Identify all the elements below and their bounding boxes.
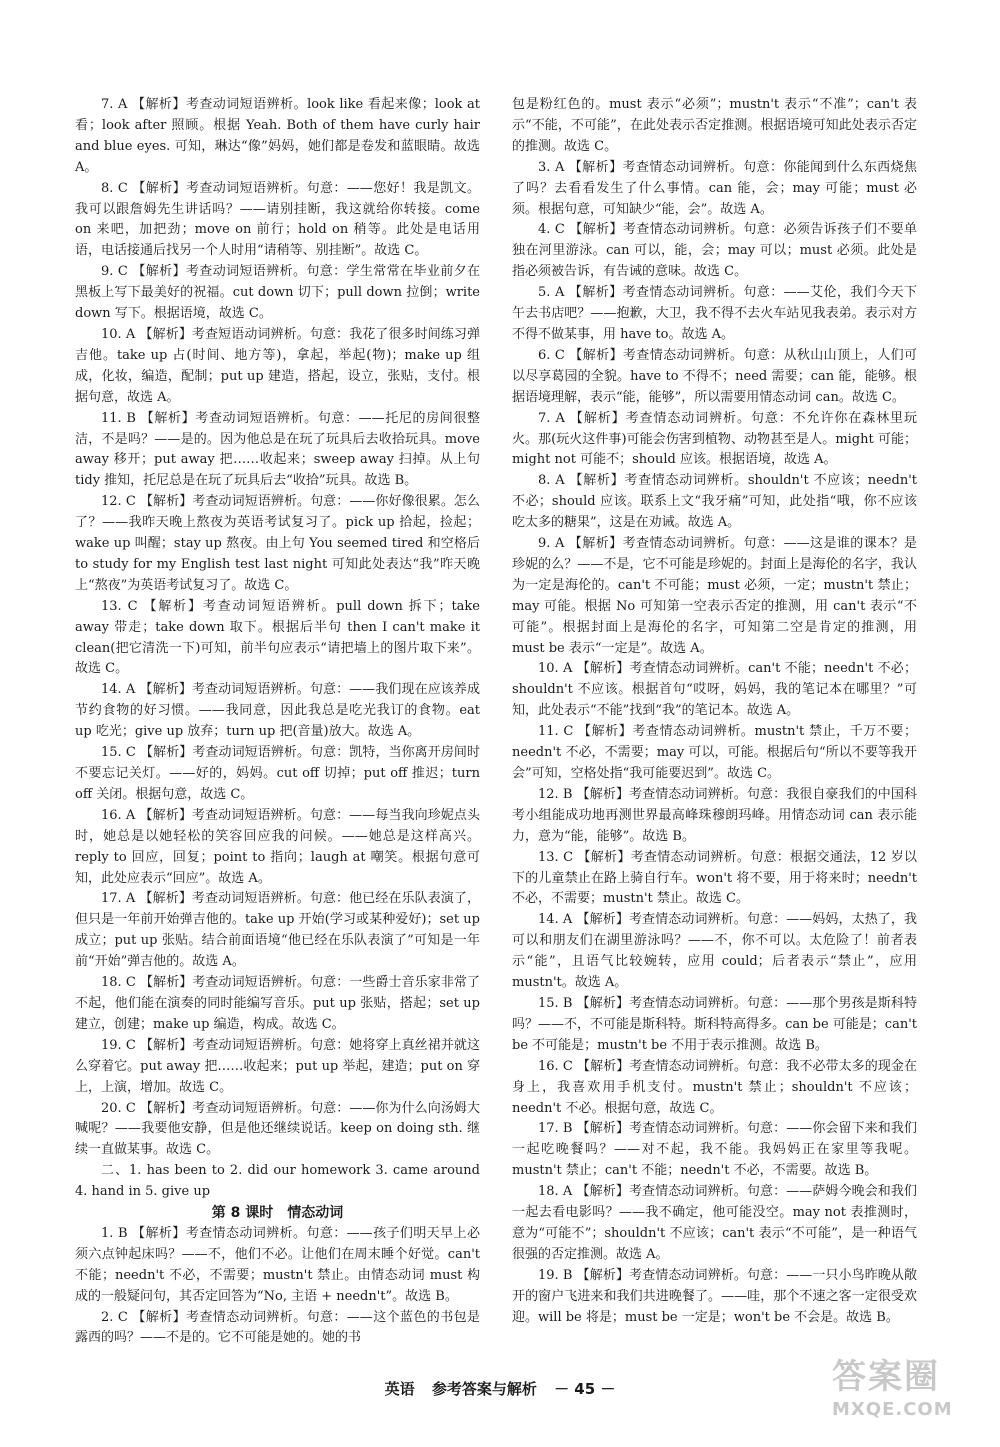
answer-item: 20. C 【解析】考查动词短语辨析。句意：——你为什么向汤姆大喊呢？——我要他安静，但是他还继续说话。keep on doing sth. 继续一直做某事。故选 C。 (75, 1100, 480, 1158)
answer-item: 16. C 【解析】考查情态动词辨析。句意：我不必带太多的现金在身上，我喜欢用手机支付。mustn't 禁止；shouldn't 不应该；needn't 不必。根据句意，故选 C。 (512, 1058, 917, 1116)
footer-subject: 英语 (384, 1380, 415, 1398)
answer-item: 14. A 【解析】考查动词短语辨析。句意：——我们现在应该养成节约食物的好习惯。——我同意，因此我总是吃光我订的食物。eat up 吃光；give up 放弃；turn up 把(音量)放大。故选 A。 (75, 682, 480, 740)
answer-item: 19. C 【解析】考查动词短语辨析。句意：她将穿上真丝裙并就这么穿着它。put away 把……收起来；put up 举起，建造；put on 穿上，上演，增加。故选 C。 (75, 1037, 480, 1095)
answer-item: 19. B 【解析】考查情态动词辨析。句意：——一只小鸟昨晚从敞开的窗户飞进来和我们共进晚餐了。——哇，那个不速之客一定很受欢迎。will be 将是；must be 一定是；won't be 不会是。故选 B。 (512, 1267, 917, 1325)
answer-item: 16. A 【解析】考查动词短语辨析。句意：——每当我向珍妮点头时，她总是以她轻松的笑容回应我的问候。——她总是这样高兴。reply to 回应，回复；point to 指向；laugh at 嘲笑。根据句意可知，此处应表示“回应”。故选 A。 (75, 807, 480, 886)
answer-item: 5. A 【解析】考查情态动词辨析。句意：——艾伦，我们今天下午去书店吧？——抱歉，大卫，我不得不去火车站见我表弟。表示对方不得不做某事，用 have to。故选 A。 (512, 285, 917, 342)
answer-item: 15. B 【解析】考查情态动词辨析。句意：——那个男孩是斯科特吗？——不，不可能是斯科特。斯科特高得多。can be 可能是；can't be 不可能是；mustn't be 不用于表示推测。故选 B。 (512, 995, 917, 1053)
answer-item: 包是粉红色的。must 表示“必须”；mustn't 表示“不准”；can't 表示“不能，不可能”，在此处表示否定推测。根据语境可知此处表示否定的推测。故选 C。 (512, 97, 917, 154)
answer-item: 13. C 【解析】考查动词短语辨析。pull down 拆下；take away 带走；take down 取下。根据后半句 then I can't make it clean(把它清洗一下)可知，前半句应表示“请把墙上的图片取下来”。故选 C。 (75, 598, 480, 677)
answer-item: 2. C 【解析】考查情态动词辨析。句意：——这个蓝色的书包是露西的吗？——不是的。它不可能是她的。她的书 (75, 1309, 480, 1346)
site-watermark-logo: 答案圈 MXQE.COM (832, 1357, 953, 1420)
footer-title: 参考答案与解析 (431, 1380, 537, 1398)
answer-item: 17. B 【解析】考查情态动词辨析。句意：——你会留下来和我们一起吃晚餐吗？——对不起，我不能。我妈妈正在家里等我呢。mustn't 禁止；can't 不能；needn't 不必，不需要。故选 B。 (512, 1121, 917, 1179)
answer-item: 7. A 【解析】考查动词短语辨析。look like 看起来像；look at 看；look after 照顾。根据 Yeah. Both of them have curly hair and blue eyes. 可知，琳达“像”妈妈，她们都是卷发和蓝眼睛。故选 A。 (75, 97, 480, 175)
answer-item: 9. A 【解析】考查情态动词辨析。句意：——这是谁的课本？是珍妮的么？——不是，它不可能是珍妮的。封面上是海伦的名字，我认为一定是海伦的。can't 不可能；must 必须，一定；mustn't 禁止；may 可能。根据 No 可知第一空表示否定的推测，用 can't 表示“不可能”。根据封面上是海伦的名字，可知第二空是肯定的推测，用 must be 表示“一定是”。故选 A。 (512, 536, 917, 656)
answer-item: 6. C 【解析】考查情态动词辨析。句意：从秋山山顶上，人们可以尽享葛园的全貌。have to 不得不；need 需要；can 能，能够。根据语境理解，表示“能，能够”，所以需要用情态动词 can。故选 C。 (512, 347, 917, 405)
answer-item: 8. A 【解析】考查情态动词辨析。shouldn't 不应该；needn't 不必；should 应该。联系上文“我牙痛”可知，此处指“哦，你不应该吃太多的糖果”，这是在劝诫。故选 A。 (512, 473, 917, 531)
answer-item: 18. A 【解析】考查情态动词辨析。句意：——萨姆今晚会和我们一起去看电影吗？——我不确定，他可能没空。may not 表推测时，意为“可能不”；shouldn't 不应该；can't 表示“不可能”，是一种语气很强的否定推测。故选 A。 (512, 1184, 917, 1262)
answer-item: 4. C 【解析】考查情态动词辨析。句意：必须告诉孩子们不要单独在河里游泳。can 可以，能，会；may 可以；must 必须。此处是指必须被告诉，有告诫的意味。故选 C。 (512, 222, 917, 280)
answer-item: 15. C 【解析】考查动词短语辨析。句意：凯特，当你离开房间时不要忘记关灯。——好的，妈妈。cut off 切掉；put off 推迟；turn off 关闭。根据句意，故选 C。 (75, 745, 480, 802)
left-column (75, 95, 480, 1349)
section-heading: 第 8 课时 情态动词 (211, 1205, 344, 1222)
answer-item: 12. B 【解析】考查情态动词辨析。句意：我很自豪我们的中国科考小组能成功地再测世界最高峰珠穆朗玛峰。用情态动词 can 表示能力，意为“能，能够”。故选 B。 (512, 786, 917, 844)
answer-item: 11. C 【解析】考查情态动词辨析。mustn't 禁止，千万不要；needn't 不必，不需要；may 可以，可能。根据后句“所以不要等我开会”可知，空格处指“我可能要迟到”。故选 C。 (512, 724, 917, 781)
answer-item: 9. C 【解析】考查动词短语辨析。句意：学生常常在毕业前夕在黑板上写下最美好的祝福。cut down 切下；pull down 拉倒；write down 写下。根据语境，故选 C。 (75, 264, 480, 322)
right-column (512, 95, 917, 1328)
answer-item: 3. A 【解析】考查情态动词辨析。句意：你能闻到什么东西烧焦了吗？去看看发生了什么事情。can 能，会；may 可能；must 必须。根据句意，可知缺少“能，会”。故选 A。 (512, 159, 917, 217)
answer-item: 13. C 【解析】考查情态动词辨析。句意：根据交通法，12 岁以下的儿童禁止在路上骑自行车。won't 将不要，用于将来时；needn't 不必，不需要；mustn't 禁止。故选 C。 (512, 849, 917, 907)
page-number: － 45 － (554, 1380, 616, 1398)
answer-item: 14. A 【解析】考查情态动词辨析。句意：——妈妈，太热了，我可以和朋友们在湖里游泳吗？——不，你不可以。太危险了！前者表示“能”，且语气比较婉转，应用 could；后者表示“禁止”，应用 mustn't。故选 A。 (512, 912, 917, 991)
answer-item: 12. C 【解析】考查动词短语辨析。句意：——你好像很累。怎么了？——我昨天晚上熬夜为英语考试复习了。pick up 拾起，捡起；wake up 叫醒；stay up 熬夜。由上句 You seemed tired 和空格后 to study for my English test last night 可知此处表达“我”昨天晚上“熬夜”为英语考试复习了。故选 C。 (75, 494, 480, 593)
answer-item: 1. B 【解析】考查情态动词辨析。句意：——孩子们明天早上必须六点钟起床吗？——不，他们不必。让他们在周末睡个好觉。can't 不能；needn't 不必，不需要；mustn't 禁止。由情态动词 must 构成的一般疑问句，其否定回答为“No, 主语 + needn't”。故选 B。 (75, 1225, 480, 1304)
answer-item: 7. A 【解析】考查情态动词辨析。句意：不允许你在森林里玩火。那(玩火这件事)可能会伤害到植物、动物甚至是人。might 可能；might not 可能不；should 应该。根据语境，故选 A。 (512, 410, 917, 468)
answer-item: 8. C 【解析】考查动词短语辨析。句意：——您好！我是凯文。我可以跟詹姆先生讲话吗？——请别挂断，我这就给你转接。come on 来吧，加把劲；move on 前行；hold on 稍等。此处是电话用语，电话接通后找另一个人时用“请稍等、别挂断”。故选 C。 (75, 180, 480, 259)
answer-item: 10. A 【解析】考查情态动词辨析。can't 不能；needn't 不必；shouldn't 不应该。根据首句“哎呀，妈妈，我的笔记本在哪里？”可知，此处表示“不能”找到“我”的笔记本。故选 A。 (512, 661, 917, 719)
answer-item: 二、1. has been to 2. did our homework 3. came around 4. hand in 5. give up (75, 1163, 480, 1200)
answer-item: 10. A 【解析】考查短语动词辨析。句意：我花了很多时间练习弹吉他。take up 占(时间、地方等)，拿起，举起(物)；make up 组成，化妆，编造，配制；put up 建造，搭起，设立，张贴，支付。根据句意，故选 A。 (75, 326, 480, 405)
answer-item: 17. A 【解析】考查动词短语辨析。句意：他已经在乐队表演了，但只是一年前开始弹吉他的。take up 开始(学习或某种爱好)；set up 成立；put up 张贴。结合前面语境“他已经在乐队表演了”可知是一年前“开始”弹吉他的。故选 A。 (75, 891, 480, 970)
answer-item: 11. B 【解析】考查动词短语辨析。句意：——托尼的房间很整洁，不是吗？——是的。因为他总是在玩了玩具后去收拾玩具。move away 移开；put away 把……收起来；sweep away 扫掉。从上句 tidy 推知，托尼总是在玩了玩具后去“收拾”玩具。故选 B。 (75, 410, 480, 489)
answer-item: 18. C 【解析】考查动词短语辨析。句意：一些爵士音乐家非常了不起，他们能在演奏的同时能编写音乐。put up 张贴，搭起；set up 建立，创建；make up 编造，构成。故选 C。 (75, 975, 480, 1032)
